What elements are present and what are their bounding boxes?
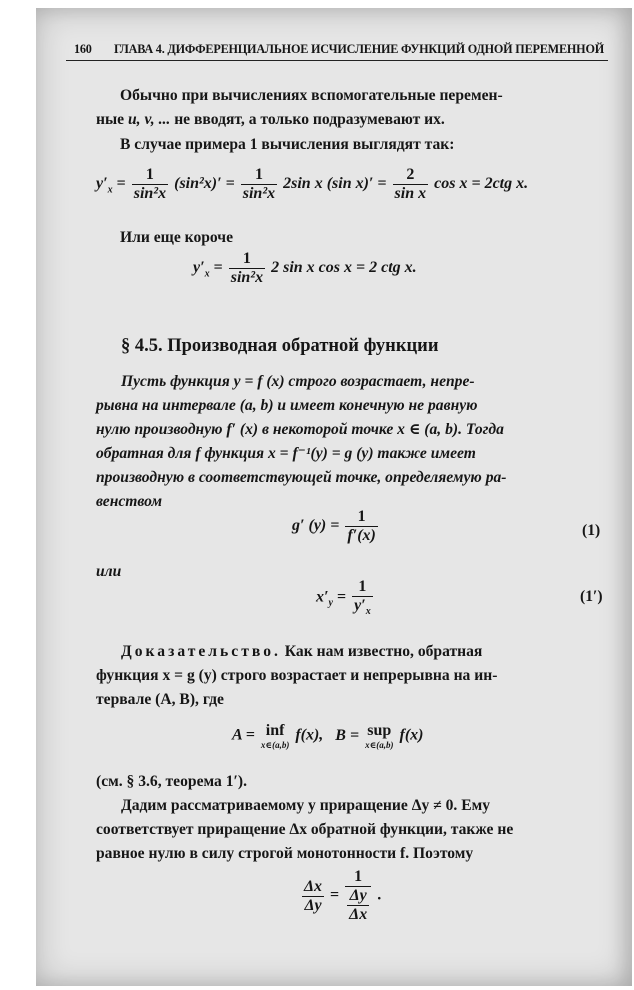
theorem-line-6: венством xyxy=(96,493,163,510)
eq1-f1-num: 1 xyxy=(145,166,154,183)
proof-line-3: тервале (A, B), где xyxy=(96,691,224,708)
eq1-f3-den: sin x xyxy=(394,185,427,202)
eq1-mid-2: 2sin x (sin x)′ = xyxy=(283,175,387,193)
eq5-fx2: f(x) xyxy=(399,726,424,744)
shorter-text: Или еще короче xyxy=(120,229,234,246)
eq6-num: Δx xyxy=(304,877,323,895)
or-word: или xyxy=(96,563,122,580)
intro-text-end: не вводят, а только подразумевают их. xyxy=(170,111,445,128)
intro-line-2 xyxy=(96,108,445,132)
eq2-num: 1 xyxy=(242,250,251,267)
eq1-f2-den: sin²x xyxy=(242,185,276,202)
eq6-big-den xyxy=(345,886,371,924)
eq6-big-num: 1 xyxy=(354,868,363,885)
eq5-inf xyxy=(261,722,289,750)
eq1-fraction-1 xyxy=(132,166,168,203)
eq2-lhs-sub: x xyxy=(204,268,210,280)
theorem-line-3: нулю производную f′ (x) в некоторой точке x ∈ (a, b). Тогда xyxy=(96,421,504,438)
eq1-equals: = xyxy=(116,175,126,193)
proof-line-1 xyxy=(121,640,482,664)
eq4-fraction xyxy=(352,578,373,617)
eq2-den: sin²x xyxy=(230,269,264,286)
eq3-den: f′(x) xyxy=(347,527,376,544)
increment-line-2: соответствует приращение Δx обратной функции, также не xyxy=(96,821,514,838)
equation-inverse-derivative-alt xyxy=(316,578,375,617)
chapter-title: ГЛАВА 4. ДИФФЕРЕНЦИАЛЬНОЕ ИСЧИСЛЕНИЕ ФУНКЦИЙ ОДНОЙ ПЕРЕМЕННОЙ xyxy=(114,42,605,56)
intro-text: ные xyxy=(96,111,128,128)
eq5-sup xyxy=(365,722,393,750)
eq6-equals: = xyxy=(330,886,340,904)
eq4-lhs-sub: y xyxy=(328,597,333,609)
increment-line-1: Дадим рассматриваемому y приращение Δy ≠ 0. Ему xyxy=(121,797,491,814)
eq6-fraction-left xyxy=(302,878,324,915)
eq1-fraction-3 xyxy=(393,166,429,203)
equation-short-form xyxy=(193,250,417,287)
eq5-b: B = xyxy=(335,726,360,744)
eq4-lhs: x′ xyxy=(316,588,329,606)
eq2-equals: = xyxy=(213,259,223,277)
theorem-line-2: рывна на интервале (a, b) и имеет конечную не равную xyxy=(96,397,478,414)
theorem-line-1: Пусть функция y = f (x) строго возрастает, непре- xyxy=(121,373,475,390)
intro-vars: u, v, ... xyxy=(127,111,171,128)
section-heading: § 4.5. Производная обратной функции xyxy=(121,336,439,356)
equation-number-1: (1) xyxy=(582,522,601,539)
eq2-fraction xyxy=(229,250,265,287)
eq1-mid-1: (sin²x)′ = xyxy=(174,175,235,193)
eq1-f1-den: sin²x xyxy=(133,185,167,202)
reference-text: (см. § 3.6, теорема 1′). xyxy=(96,773,247,790)
theorem-line-5: производную в соответствующей точке, определяемую ра- xyxy=(96,469,507,486)
theorem-line-4: обратная для f функция x = f⁻¹(y) = g (y) также имеет xyxy=(96,445,476,462)
eq6-inner-num: Δy xyxy=(349,887,367,904)
intro-line-1: Обычно при вычислениях вспомогательные перемен- xyxy=(120,87,503,104)
eq4-den xyxy=(352,596,373,617)
eq1-lhs: y′ xyxy=(96,175,108,193)
eq1-f3-num: 2 xyxy=(406,166,415,183)
eq3-lhs: g′ (y) = xyxy=(292,517,340,535)
eq5-fx1: f(x), xyxy=(295,726,324,744)
equation-derivative-chain xyxy=(96,166,528,203)
eq4-num: 1 xyxy=(358,578,367,595)
eq1-fraction-2 xyxy=(241,166,277,203)
equation-inf-sup xyxy=(232,722,423,750)
eq6-dot: . xyxy=(377,886,382,904)
eq6-inner-fraction xyxy=(347,887,369,924)
eq1-tail: cos x = 2ctg x. xyxy=(434,175,529,193)
eq5-sup-label: sup xyxy=(367,722,392,739)
eq5-sup-sub: x∈(a,b) xyxy=(365,740,394,750)
page-number: 160 xyxy=(74,42,92,56)
eq6-fraction-right xyxy=(345,868,371,924)
eq2-lhs: y′ xyxy=(193,259,205,277)
eq4-den-main: y′ xyxy=(354,597,366,614)
increment-line-3: равное нулю в силу строгой монотонности f. Поэтому xyxy=(96,845,474,862)
equation-inverse-derivative xyxy=(292,508,380,545)
equation-number-1-prime: (1′) xyxy=(580,588,603,605)
eq4-equals: = xyxy=(336,588,347,606)
eq6-den: Δy xyxy=(302,896,324,915)
header-rule xyxy=(66,60,608,61)
eq4-den-sub: x xyxy=(365,606,371,618)
equation-increment-ratio xyxy=(300,868,381,924)
eq1-f2-num: 1 xyxy=(254,166,263,183)
eq2-tail: 2 sin x cos x = 2 ctg x. xyxy=(271,259,417,277)
eq6-inner-den: Δx xyxy=(349,906,368,923)
eq3-num: 1 xyxy=(357,508,366,525)
eq3-fraction xyxy=(345,508,377,545)
eq5-inf-label: inf xyxy=(265,722,285,739)
eq5-a: A = xyxy=(232,726,255,744)
proof-word: Доказательство. xyxy=(121,643,281,660)
proof-line-2: функция x = g (y) строго возрастает и непрерывна на ин- xyxy=(96,667,498,684)
eq5-inf-sub: x∈(a,b) xyxy=(260,740,290,750)
eq1-lhs-sub: x xyxy=(107,184,113,196)
proof-line-1-rest: Как нам известно, обратная xyxy=(280,643,483,660)
intro-line-3: В случае примера 1 вычисления выглядят так: xyxy=(120,136,455,153)
